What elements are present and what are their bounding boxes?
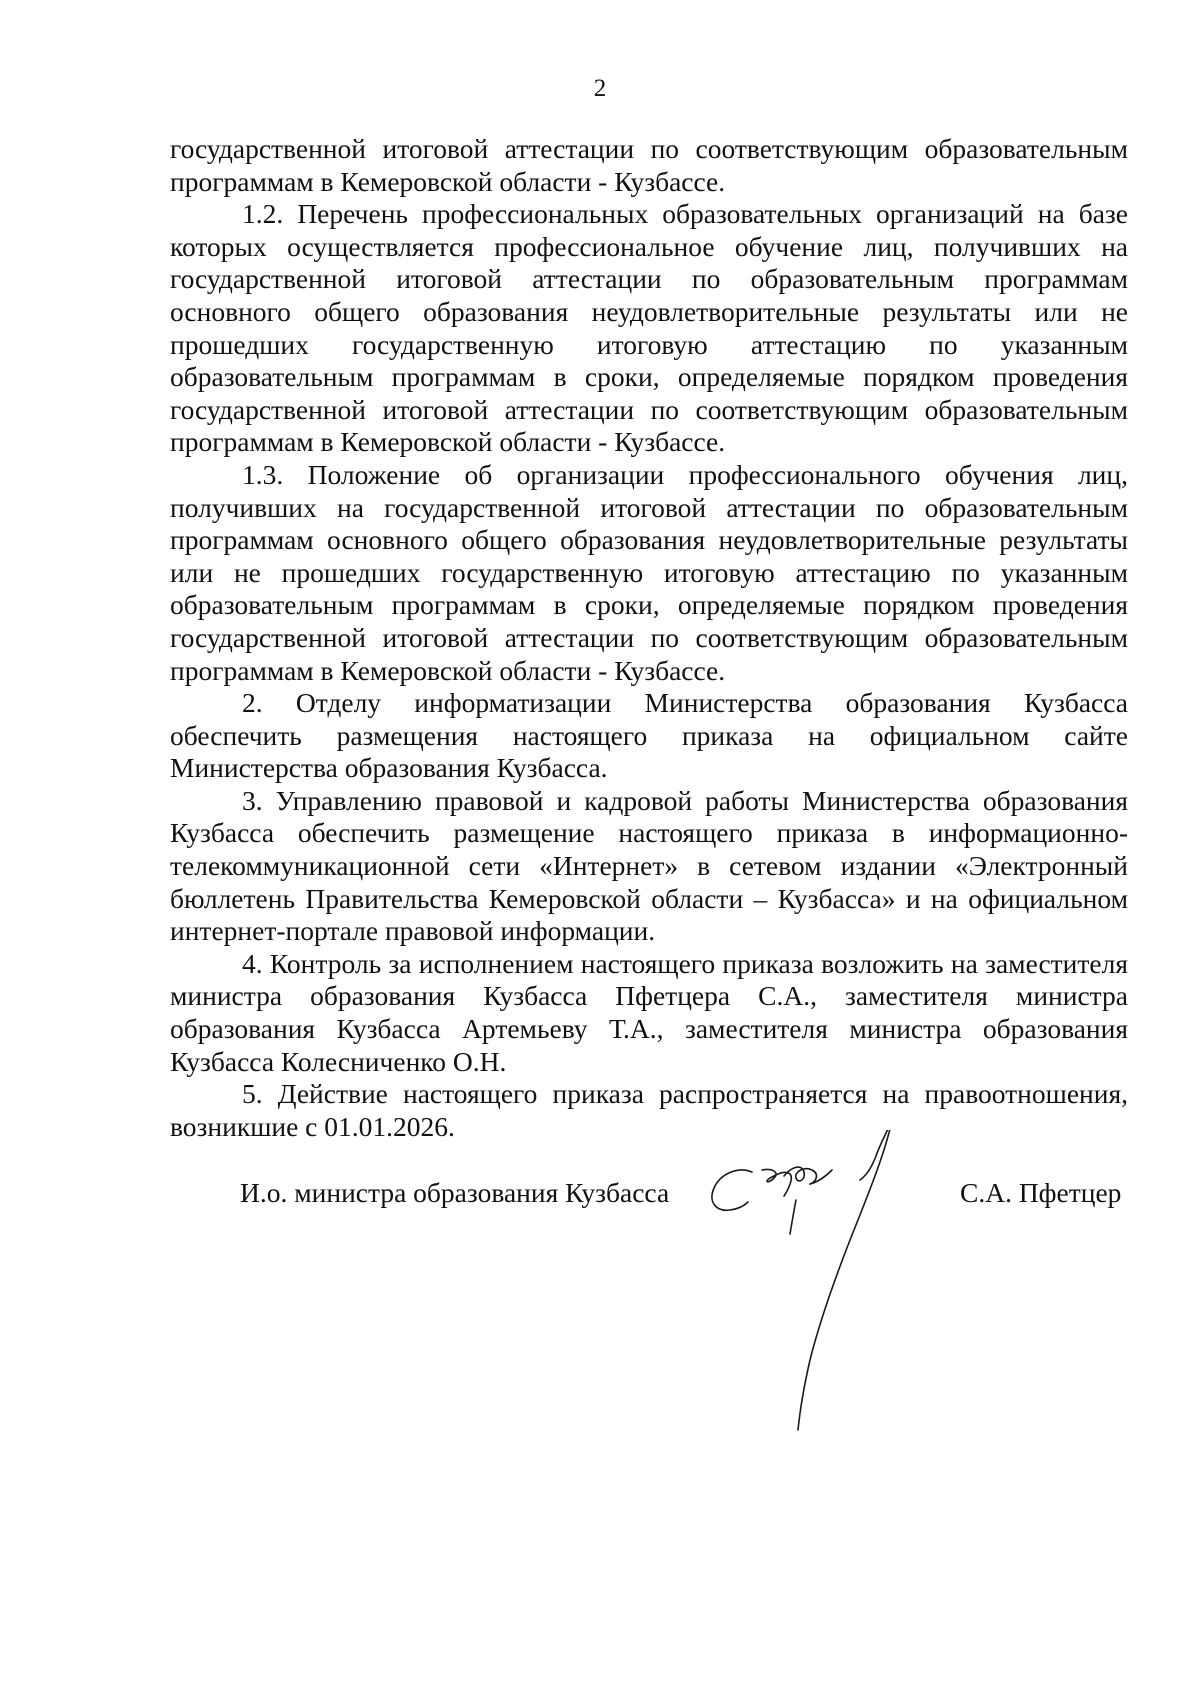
page-number: 2 bbox=[593, 75, 607, 102]
document-body bbox=[170, 133, 1128, 1143]
signer-name: С.А. Пфетцер bbox=[960, 1177, 1122, 1208]
paragraph-1-2: 1.2. Перечень профессиональных образовательных организаций на базе которых осуществляется профессиональное обучение лиц, получивших на государственной итоговой аттестации по образовательным программам основного общего образования неудовлетворительные результаты или не прошедших государственную итоговую аттестацию по указанным образовательным программам в сроки, определяемые порядком проведения государственной итоговой аттестации по соответствующим образовательным программам в Кемеровской области - Кузбассе. bbox=[170, 198, 1128, 458]
signature-block bbox=[0, 1155, 1200, 1415]
paragraph-4: 4. Контроль за исполнением настоящего приказа возложить на заместителя министра образования Кузбасса Пфетцера С.А., заместителя министра образования Кузбасса Артемьеву Т.А., заместителя министра образования Кузбасса Колесниченко О.Н. bbox=[170, 947, 1128, 1077]
signer-title: И.о. министра образования Кузбасса bbox=[240, 1177, 670, 1208]
handwritten-signature bbox=[700, 1130, 930, 1450]
paragraph-2: 2. Отделу информатизации Министерства образования Кузбасса обеспечить размещения настоящего приказа на официальном сайте Министерства образования Кузбасса. bbox=[170, 687, 1128, 784]
paragraph-3: 3. Управлению правовой и кадровой работы Министерства образования Кузбасса обеспечить размещение настоящего приказа в информационно-телекоммуникационной сети «Интернет» в сетевом издании «Электронный бюллетень Правительства Кемеровской области – Кузбасса» и на официальном интернет-портале правовой информации. bbox=[170, 784, 1128, 947]
paragraph-continuation: государственной итоговой аттестации по соответствующим образовательным программам в Кемеровской области - Кузбассе. bbox=[170, 133, 1128, 197]
paragraph-1-3: 1.3. Положение об организации профессионального обучения лиц, получивших на государственной итоговой аттестации по образовательным программам основного общего образования неудовлетворительные результаты или не прошедших государственную итоговую аттестацию по указанным образовательным программам в сроки, определяемые порядком проведения государственной итоговой аттестации по соответствующим образовательным программам в Кемеровской области - Кузбассе. bbox=[170, 458, 1128, 686]
paragraph-5: 5. Действие настоящего приказа распространяется на правоотношения, возникшие с 01.01.2026. bbox=[170, 1078, 1128, 1142]
